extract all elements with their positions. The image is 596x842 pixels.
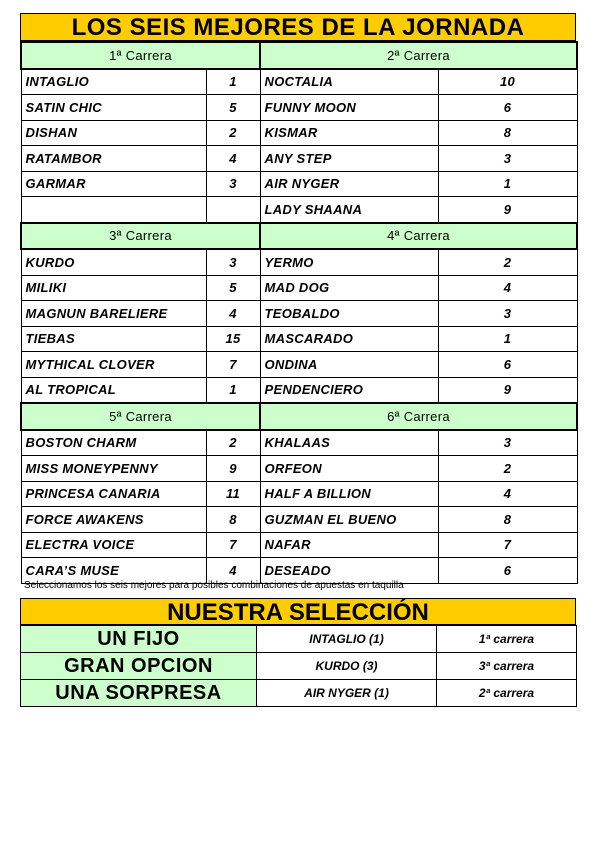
- race-header: 6ª Carrera: [260, 403, 577, 430]
- horse-number: 6: [438, 558, 577, 584]
- race-header: 4ª Carrera: [260, 223, 577, 250]
- horse-number: 11: [206, 481, 260, 507]
- horse-number: 15: [206, 326, 260, 352]
- horse-number: 8: [206, 507, 260, 533]
- horse-name: GUZMAN EL BUENO: [260, 507, 438, 533]
- horse-name: ORFEON: [260, 456, 438, 482]
- horse-number: 6: [438, 95, 577, 121]
- horse-number: 4: [206, 301, 260, 327]
- horse-name: INTAGLIO: [21, 69, 206, 95]
- pick-label: UN FIJO: [21, 626, 257, 653]
- horse-number: 2: [438, 456, 577, 482]
- table-row: [21, 377, 577, 403]
- pick-row: [21, 653, 577, 680]
- table-row: [21, 146, 577, 172]
- table-row: [21, 275, 577, 301]
- horse-number: 6: [438, 352, 577, 378]
- horse-number: 8: [438, 120, 577, 146]
- picks-table: [20, 625, 577, 707]
- table-row: [21, 120, 577, 146]
- pick-horse: AIR NYGER (1): [257, 680, 437, 707]
- selection-note: Seleccionamos los seis mejores para posibles combinaciones de apuestas en taquilla: [24, 580, 404, 591]
- pick-race: 1ª carrera: [437, 626, 577, 653]
- horse-name: MAD DOG: [260, 275, 438, 301]
- horse-name: TIEBAS: [21, 326, 206, 352]
- horse-name: MASCARADO: [260, 326, 438, 352]
- horse-name: MILIKI: [21, 275, 206, 301]
- horse-number: 4: [206, 146, 260, 172]
- table-row: [21, 352, 577, 378]
- horse-number: 3: [438, 301, 577, 327]
- horse-number: 9: [206, 456, 260, 482]
- pick-race: 3ª carrera: [437, 653, 577, 680]
- pick-label: UNA SORPRESA: [21, 680, 257, 707]
- horse-number: 3: [438, 430, 577, 456]
- horse-name: AL TROPICAL: [21, 377, 206, 403]
- horse-name: MAGNUN BARELIERE: [21, 301, 206, 327]
- horse-name: PENDENCIERO: [260, 377, 438, 403]
- horse-name: KURDO: [21, 249, 206, 275]
- table-row: [21, 481, 577, 507]
- horse-name: NAFAR: [260, 532, 438, 558]
- horse-name: SATIN CHIC: [21, 95, 206, 121]
- races-table: [20, 41, 578, 584]
- horse-name: MISS MONEYPENNY: [21, 456, 206, 482]
- table-row: [21, 69, 577, 95]
- horse-number: 8: [438, 507, 577, 533]
- race-header: 2ª Carrera: [260, 42, 577, 69]
- horse-name: GARMAR: [21, 171, 206, 197]
- horse-name: LADY SHAANA: [260, 197, 438, 223]
- selection-title: NUESTRA SELECCIÓN: [20, 598, 576, 625]
- horse-number: 7: [438, 532, 577, 558]
- table-row: [21, 95, 577, 121]
- horse-number: [206, 197, 260, 223]
- table-row: [21, 456, 577, 482]
- horse-number: 9: [438, 197, 577, 223]
- horse-number: 3: [206, 171, 260, 197]
- horse-name: MYTHICAL CLOVER: [21, 352, 206, 378]
- race-header-row: [21, 223, 577, 250]
- horse-name: KHALAAS: [260, 430, 438, 456]
- horse-name: TEOBALDO: [260, 301, 438, 327]
- race-header-row: [21, 403, 577, 430]
- horse-name: YERMO: [260, 249, 438, 275]
- horse-number: 7: [206, 532, 260, 558]
- pick-row: [21, 626, 577, 653]
- horse-number: 5: [206, 95, 260, 121]
- horse-name: [21, 197, 206, 223]
- table-row: [21, 430, 577, 456]
- page-title: LOS SEIS MEJORES DE LA JORNADA: [20, 13, 576, 41]
- horse-name: AIR NYGER: [260, 171, 438, 197]
- horse-number: 2: [206, 120, 260, 146]
- horse-name: HALF A BILLION: [260, 481, 438, 507]
- pick-horse: KURDO (3): [257, 653, 437, 680]
- race-header-row: [21, 42, 577, 69]
- horse-name: CARA’S MUSE: [21, 558, 206, 584]
- horse-number: 1: [206, 377, 260, 403]
- horse-name: KISMAR: [260, 120, 438, 146]
- table-row: [21, 197, 577, 223]
- pick-row: [21, 680, 577, 707]
- horse-number: 3: [206, 249, 260, 275]
- pick-horse: INTAGLIO (1): [257, 626, 437, 653]
- horse-name: FORCE AWAKENS: [21, 507, 206, 533]
- horse-number: 4: [438, 275, 577, 301]
- horse-name: FUNNY MOON: [260, 95, 438, 121]
- horse-number: 1: [438, 326, 577, 352]
- horse-name: DISHAN: [21, 120, 206, 146]
- pick-race: 2ª carrera: [437, 680, 577, 707]
- table-row: [21, 249, 577, 275]
- table-row: [21, 507, 577, 533]
- horse-number: 2: [206, 430, 260, 456]
- horse-number: 1: [206, 69, 260, 95]
- race-header: 5ª Carrera: [21, 403, 260, 430]
- horse-number: 9: [438, 377, 577, 403]
- race-header: 3ª Carrera: [21, 223, 260, 250]
- race-header: 1ª Carrera: [21, 42, 260, 69]
- horse-number: 2: [438, 249, 577, 275]
- table-row: [21, 171, 577, 197]
- horse-name: ANY STEP: [260, 146, 438, 172]
- horse-name: BOSTON CHARM: [21, 430, 206, 456]
- horse-number: 10: [438, 69, 577, 95]
- horse-number: 7: [206, 352, 260, 378]
- horse-name: NOCTALIA: [260, 69, 438, 95]
- horse-number: 4: [438, 481, 577, 507]
- table-row: [21, 301, 577, 327]
- horse-name: ELECTRA VOICE: [21, 532, 206, 558]
- horse-number: 4: [206, 558, 260, 584]
- horse-name: ONDINA: [260, 352, 438, 378]
- horse-name: DESEADO: [260, 558, 438, 584]
- horse-number: 1: [438, 171, 577, 197]
- table-row: [21, 326, 577, 352]
- pick-label: GRAN OPCION: [21, 653, 257, 680]
- horse-number: 3: [438, 146, 577, 172]
- horse-number: 5: [206, 275, 260, 301]
- horse-name: RATAMBOR: [21, 146, 206, 172]
- table-row: [21, 532, 577, 558]
- horse-name: PRINCESA CANARIA: [21, 481, 206, 507]
